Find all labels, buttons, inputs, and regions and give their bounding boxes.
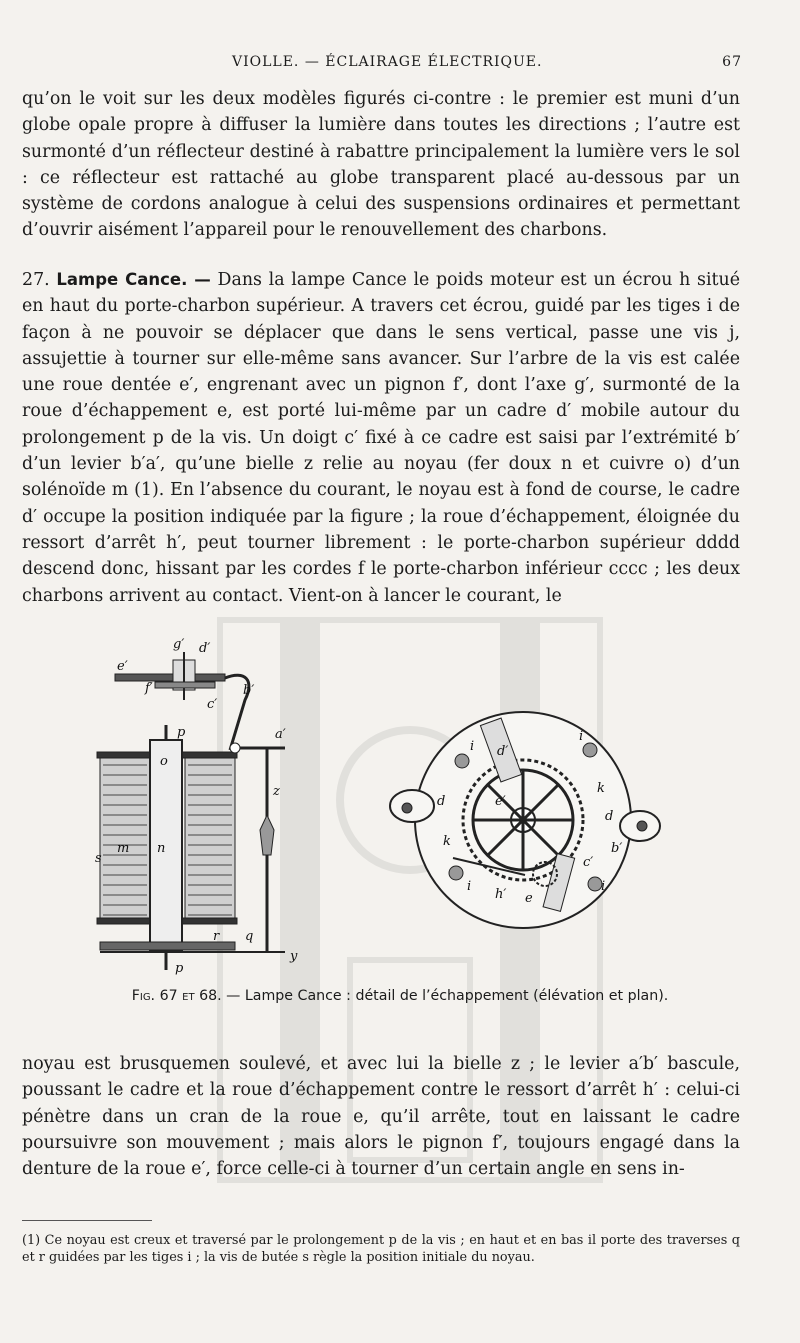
label-b: b′	[243, 683, 255, 698]
label-plan-i2: i	[579, 729, 584, 744]
label-plan-h1: h′	[495, 887, 507, 902]
paragraph-after-figure	[22, 1051, 740, 1182]
figure-67-68	[95, 630, 695, 980]
label-plan-k1: k	[597, 781, 605, 796]
footnote	[22, 1232, 740, 1266]
section-27-paragraph	[22, 267, 740, 609]
label-y: y	[290, 949, 298, 964]
label-plan-b1: b′	[611, 841, 623, 856]
caption-prefix: Fig. 67 et 68.	[131, 988, 222, 1004]
label-c: c′	[207, 697, 218, 712]
label-plan-d1: d′	[497, 744, 509, 759]
paragraph-text: qu’on le voit sur les deux modèles figurés ci-contre : le premier est muni d’un globe opale propre à diffuser la lumière dans toutes les directions ; l’autre est surmonté d’un réflecteur destiné à rabattre principalement la lumière vers le sol : ce réflecteur est rattaché au globe transparent placé au-dessous par un système de cordons analogue à celui des suspensions ordinaires et permettant d’ouvrir aisément l’appareil pour le renouvellement des charbons.	[22, 89, 740, 241]
label-plan-i1: i	[470, 739, 475, 754]
label-plan-e1: e′	[495, 794, 506, 809]
label-n: n	[157, 841, 166, 856]
label-e: e′	[117, 659, 128, 674]
label-o: o	[160, 754, 168, 769]
header-title: VIOLLE. — ÉCLAIRAGE ÉLECTRIQUE.	[232, 54, 543, 70]
footnote-text: (1) Ce noyau est creux et traversé par le prolongement p de la vis ; en haut et en bas il porte des traverses q et r guidées par les tiges i ; la vis de butée s règle la position initiale du noyau.	[22, 1233, 740, 1265]
label-plan-e2: e	[525, 891, 533, 906]
label-plan-i4: i	[601, 879, 606, 894]
label-p-top: p	[177, 725, 186, 740]
caption-text: — Lampe Cance : détail de l’échappement (élévation et plan).	[226, 988, 669, 1004]
running-header	[22, 54, 742, 78]
label-p-bot: p	[175, 961, 184, 976]
label-plan-k2: k	[443, 834, 451, 849]
section-heading: Lampe Cance. —	[56, 270, 211, 289]
label-plan-i3: i	[467, 879, 472, 894]
paragraph-continuation	[22, 86, 740, 244]
label-g: g′	[173, 637, 185, 652]
section-number: 27.	[22, 270, 50, 290]
footnote-rule	[22, 1220, 152, 1221]
label-r: r	[213, 929, 220, 944]
label-plan-d2: d	[437, 794, 446, 809]
section-27	[22, 267, 740, 609]
label-q: q	[245, 929, 254, 944]
paragraph-text: noyau est brusquemen soulevé, et avec lui la bielle z ; le levier a′b′ bascule, poussant le cadre et la roue d’échappement contre le ressort d’arrêt h′ : celui-ci pénètre dans un cran de la roue e, qu’il arrête, tout en laissant le cadre poursuivre son mouvement ; mais alors le pignon f′, toujours engagé dans la denture de la roue e′, force celle-ci à tourner d’un certain angle en sens in-	[22, 1054, 740, 1180]
figure-caption	[0, 988, 800, 1004]
label-plan-d3: d	[605, 809, 614, 824]
label-z: z	[273, 784, 280, 799]
label-a: a′	[275, 727, 286, 742]
label-s: s	[95, 851, 102, 866]
label-d: d′	[199, 641, 211, 656]
section-text: Dans la lampe Cance le poids moteur est un écrou h situé en haut du porte-charbon supérieur. A travers cet écrou, guidé par les tiges i de façon à ne pouvoir se déplacer que dans le sens vertical, passe une vis j, assujettie à tourner sur elle-même sans avancer. Sur l’arbre de la vis est calée une roue dentée e′, engrenant avec un pignon f′, dont l’axe g′, surmonté de la roue d’échappement e, est porté lui-même par un cadre d′ mobile autour du prolongement p de la vis. Un doigt c′ fixé à ce cadre est saisi par l’extrémité b′ d’un levier b′a′, qu’une bielle z relie au noyau (fer doux n et cuivre o) d’un solénoïde m (1). En l’absence du courant, le noyau est à fond de course, le cadre d′ occupe la position indiquée par la figure ; la roue d’échappement, éloignée du ressort d’arrêt h′, peut tourner librement : le porte-charbon supérieur dddd descend donc, hissant par les cordes f le porte-charbon inférieur cccc ; les deux charbons arrivent au contact. Vient-on à lancer le courant, le	[22, 270, 741, 606]
elevation-drawing	[97, 652, 285, 970]
label-m: m	[117, 841, 130, 856]
page-number: 67	[722, 54, 742, 70]
label-f: f′	[145, 681, 153, 696]
label-plan-c1: c′	[583, 855, 594, 870]
